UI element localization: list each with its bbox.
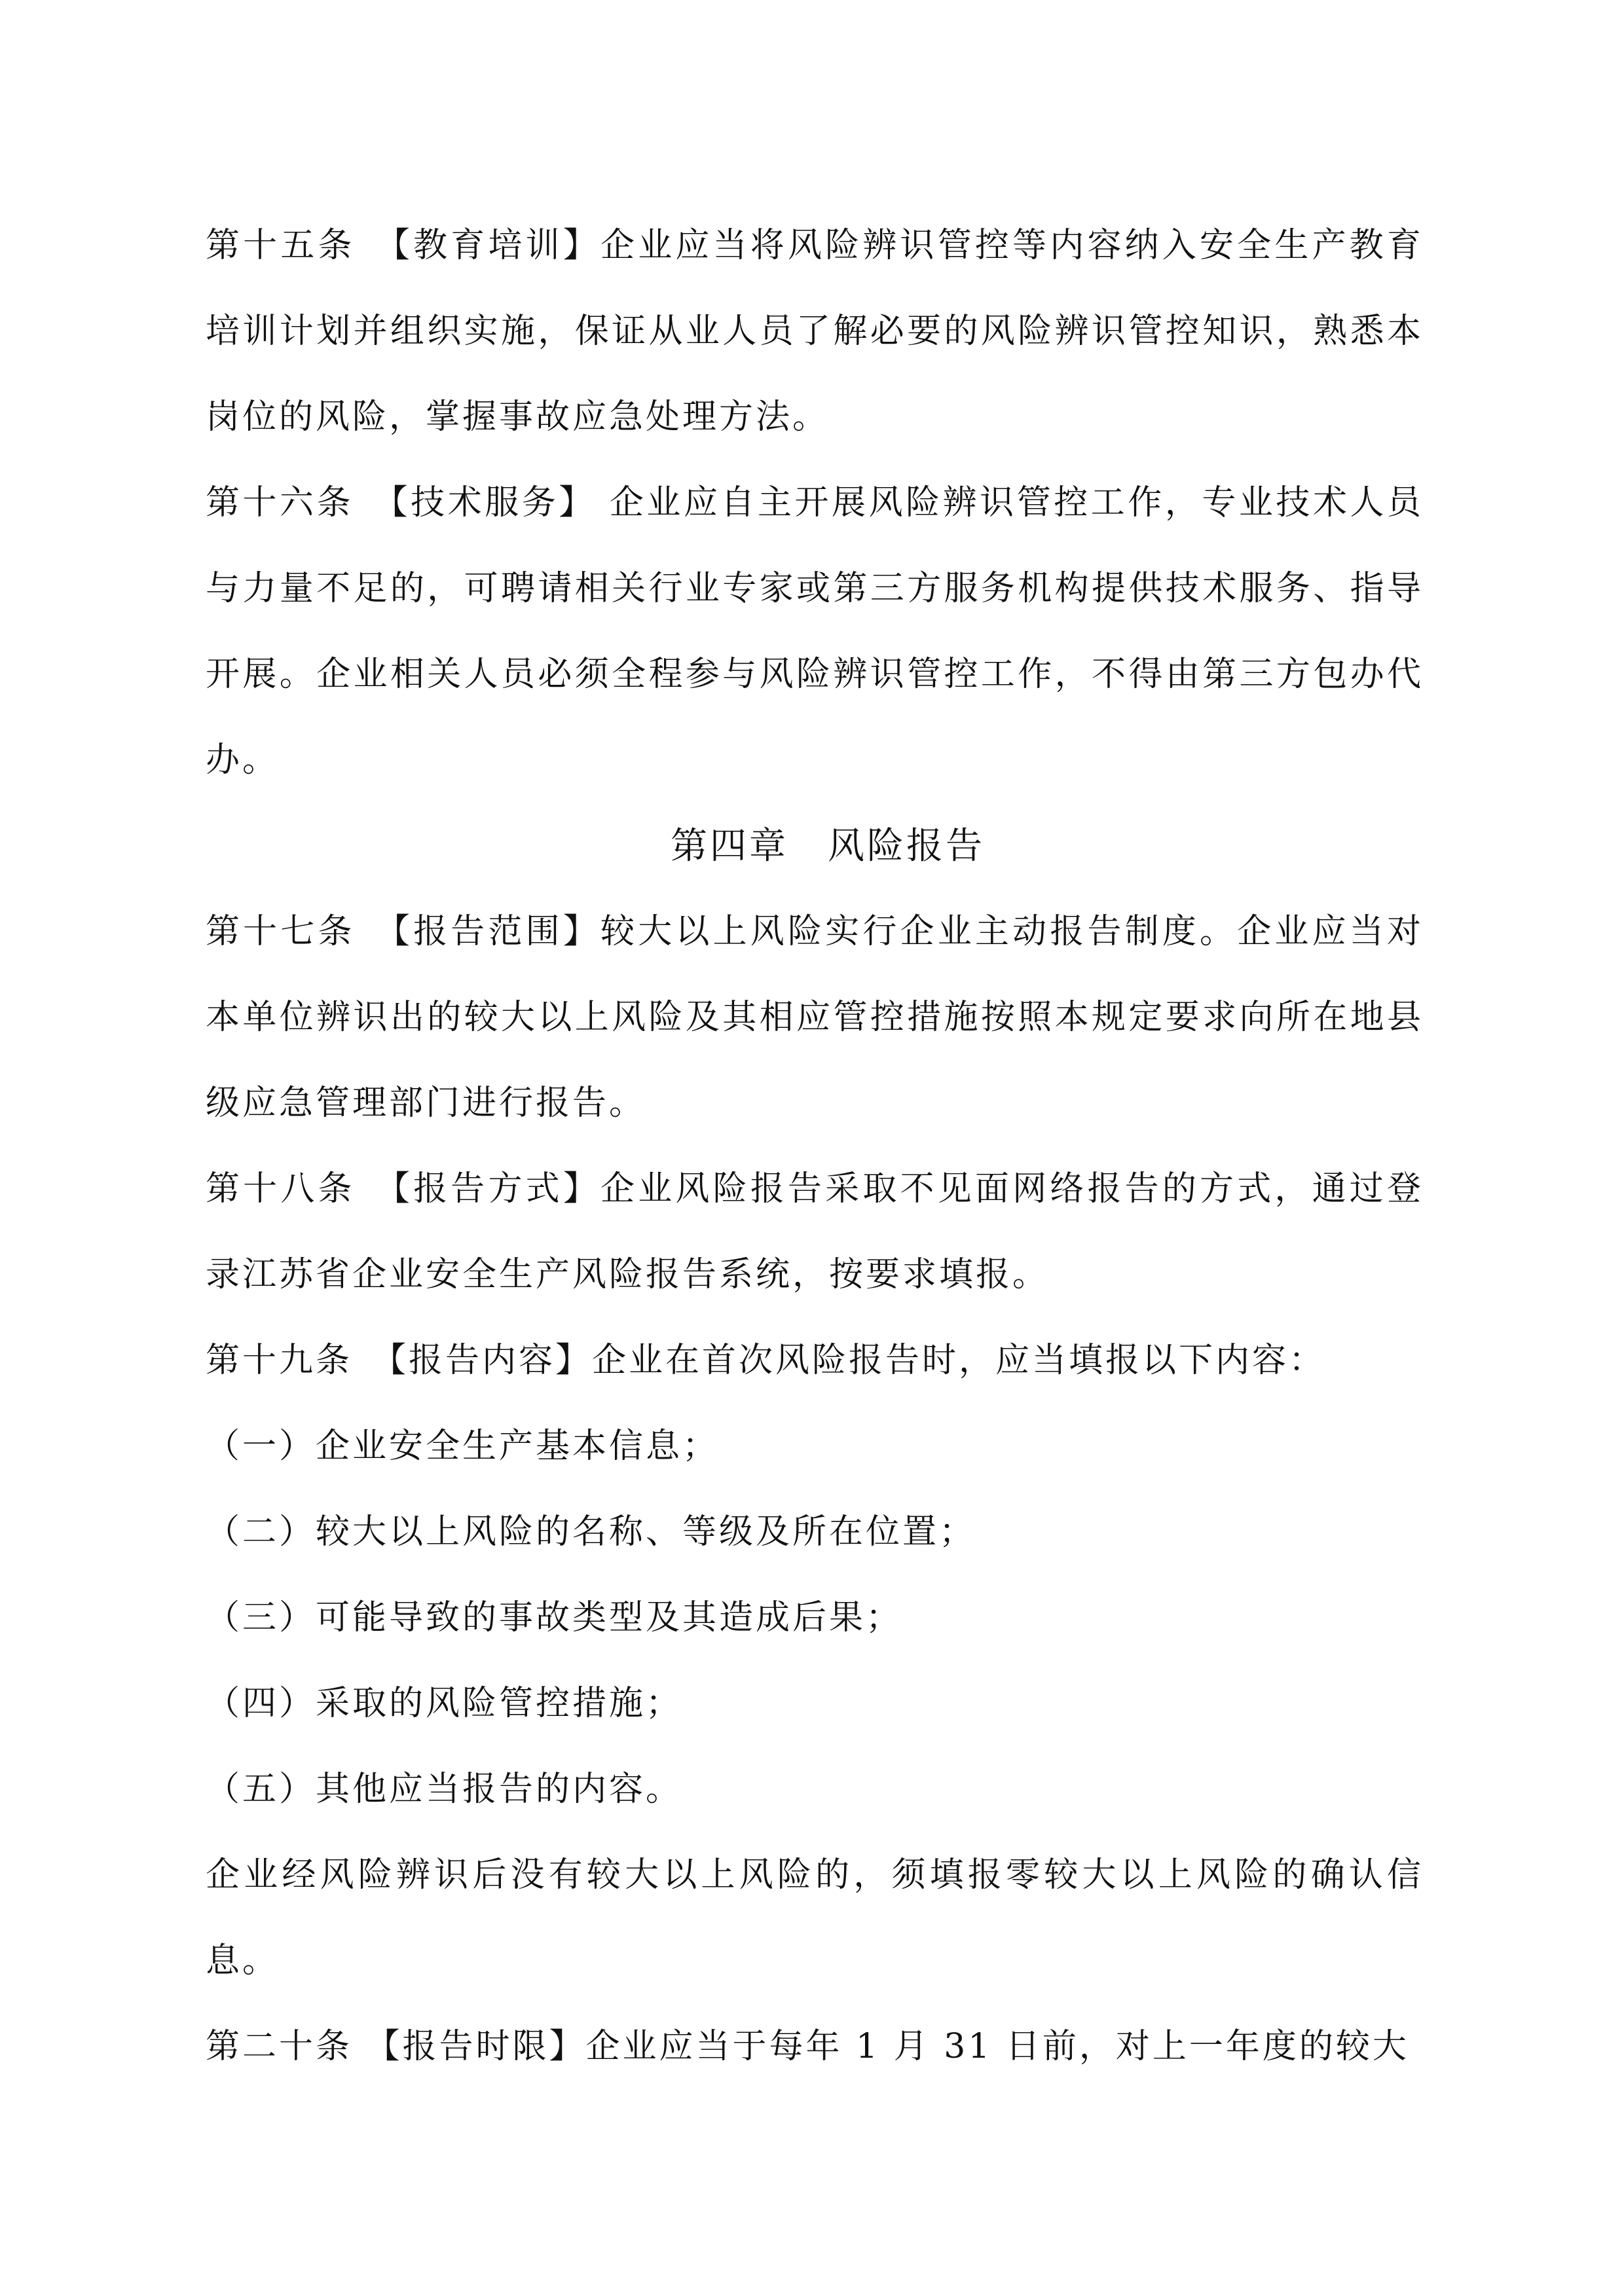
list-item-2: （二）较大以上风险的名称、等级及所在位置；	[206, 1512, 976, 1552]
list-item-4: （四）采取的风险管控措施；	[206, 1684, 683, 1723]
article-17: 第十七条 【报告范围】较大以上风险实行企业主动报告制度。企业应当对本单位辨识出的较大以上风险及其相应管控措施按照本规定要求向所在地县级应急管理部门进行报告。	[206, 912, 1424, 1123]
article-16: 第十六条 【技术服务】 企业应自主开展风险辨识管控工作，专业技术人员与力量不足的，可聘请相关行业专家或第三方服务机构提供技术服务、指导开展。企业相关人员必须全程参与风险辨识管控工作，不得由第三方包办代办。	[206, 483, 1424, 780]
zero-risk-note: 企业经风险辨识后没有较大以上风险的，须填报零较大以上风险的确认信息。	[206, 1855, 1424, 1980]
chapter-title: 第四章 风险报告	[671, 825, 985, 867]
article-18: 第十八条 【报告方式】企业风险报告采取不见面网络报告的方式，通过登录江苏省企业安全生产风险报告系统，按要求填报。	[206, 1169, 1424, 1294]
article-19: 第十九条 【报告内容】企业在首次风险报告时，应当填报以下内容：	[206, 1341, 1326, 1380]
list-item-3: （三）可能导致的事故类型及其造成后果；	[206, 1598, 903, 1637]
list-item-1: （一）企业安全生产基本信息；	[206, 1427, 720, 1466]
list-item-5: （五）其他应当报告的内容。	[206, 1770, 683, 1809]
document-body	[206, 203, 1424, 2090]
article-20: 第二十条 【报告时限】企业应当于每年 1 月 31 日前，对上一年度的较大	[206, 2027, 1409, 2066]
article-15: 第十五条 【教育培训】企业应当将风险辨识管控等内容纳入安全生产教育培训计划并组织实施，保证从业人员了解必要的风险辨识管控知识，熟悉本岗位的风险，掌握事故应急处理方法。	[206, 226, 1424, 437]
